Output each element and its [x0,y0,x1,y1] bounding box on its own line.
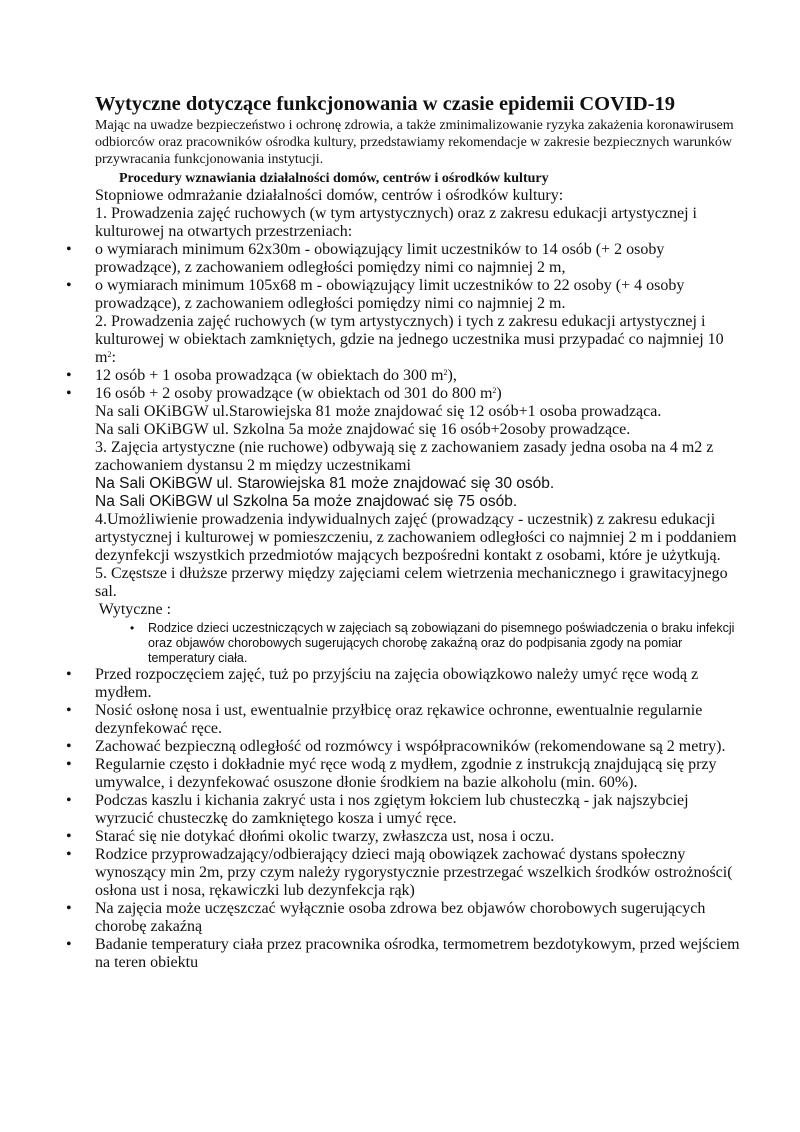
point-1: 1. Prowadzenia zajęć ruchowych (w tym artystycznych) oraz z zakresu edukacji artystycznej i kulturowej na otwartych przestrzeniach: [95,205,697,240]
bullet-icon: • [66,756,72,773]
point-1-list [66,241,740,313]
guidelines-sublist [95,621,740,666]
bullet-icon: • [66,367,72,384]
bullet-icon: • [66,900,72,917]
point-2: 2. Prowadzenia zajęć ruchowych (w tym artystycznych) i tych z zakresu edukacji artystycznej i kulturowej w obiektach zamkniętych, gdzie na jednego uczestnika musi przypadać co najmniej 10 $m^2$: [95,313,724,366]
bullet-icon: • [66,277,72,294]
room-capacity-starowiejska: Na Sali OKiBGW ul. Starowiejska 81 może znajdować się 30 osób. [95,475,555,492]
list-item: • Badanie temperatury ciała przez pracownika ośrodka, termometrem bezdotykowym, przed wejściem na teren obiektu [66,936,740,971]
point-4: 4.Umożliwienie prowadzenia indywidualnych zajęć (prowadzący - uczestnik) z zakresu edukacji artystycznej i kulturowej w pomieszczeniu, z zachowaniem odległości co najmniej 2 m i poddaniem dezynfekcji wszystkich przedmiotów mających bezpośredni kontakt z osobami, które je użytkują. [95,511,737,564]
point-3: 3. Zajęcia artystyczne (nie ruchowe) odbywają się z zachowaniem zasady jedna osoba na 4 m2 z zachowaniem dystansu 2 m między uczestnikami [95,439,714,474]
bullet-icon: • [66,846,72,863]
bullet-icon: • [66,738,72,755]
bullet-icon: • [66,828,72,845]
list-item: • Rodzice dzieci uczestniczących w zajęciach są zobowiązani do pisemnego poświadczenia o braku infekcji oraz objawów chorobowych sugerujących chorobę zakaźną oraz do podpisania zgody na pomiar temperatury ciała. [130,621,735,665]
stage-heading: Stopniowe odmrażanie działalności domów, centrów i ośrodków kultury: [95,187,564,204]
bullet-icon: • [66,666,72,683]
bullet-icon: • [66,241,72,258]
intro-paragraph: Mając na uwadze bezpieczeństwo i ochronę zdrowia, a także zminimalizowanie ryzyka zakażenia koronawirusem odbiorców oraz pracowników ośrodka kultury, przedstawiamy rekomendacje w zakresie bezpiecznych warunków przywracania funkcjonowania instytucji. [95,118,734,167]
section-subtitle: Procedury wznawiania działalności domów, centrów i ośrodków kultury [119,171,549,186]
list-item: • o wymiarach minimum 105x68 m - obowiązujący limit uczestników to 22 osoby (+ 4 osoby prowadzące), z zachowaniem odległości pomiędzy nimi co najmniej 2 m. [66,277,685,312]
room-info-szkolna: Na sali OKiBGW ul. Szkolna 5a może znajdować się 16 osób+2osoby prowadzące. [95,421,631,438]
list-item: • Zachować bezpieczną odległość od rozmówcy i współpracowników (rekomendowane są 2 metry). [66,738,726,755]
guidelines-label: Wytyczne : [95,601,172,618]
list-item: • Na zajęcia może uczęszczać wyłącznie osoba zdrowa bez objawów chorobowych sugerujących chorobę zakaźną [66,900,706,935]
list-item: • 12 osób + 1 osoba prowadząca (w obiektach do 300 $m^2$), [66,367,457,384]
bullet-icon: • [66,936,72,953]
list-item: • 16 osób + 2 osoby prowadzące (w obiektach od 301 do 800 $m^2$) [66,385,502,402]
list-item: • Podczas kaszlu i kichania zakryć usta i nos zgiętym łokciem lub chusteczką - jak najszybciej wyrzucić chusteczkę do zamkniętego kosza i umyć ręce. [66,792,689,827]
bullet-icon: • [66,702,72,719]
list-item: • o wymiarach minimum 62x30m - obowiązujący limit uczestników to 14 osób (+ 2 osoby prowadzące), z zachowaniem odległości pomiędzy nimi co najmniej 2 m, [66,241,665,276]
list-item: • Regularnie często i dokładnie myć ręce wodą z mydłem, zgodnie z instrukcją znajdującą się przy umywalce, i dezynfekować osuszone dłonie środkiem na bazie alkoholu (min. 60%). [66,756,717,791]
list-item: • Starać się nie dotykać dłońmi okolic twarzy, zwłaszcza ust, nosa i oczu. [66,828,555,845]
bullet-icon: • [66,385,72,402]
document-title: Wytyczne dotyczące funkcjonowania w czasie epidemii COVID-19 [95,93,675,115]
guidelines-list [66,666,740,972]
point-5: 5. Częstsze i dłuższe przerwy między zajęciami celem wietrzenia mechanicznego i grawitacyjnego sal. [95,565,728,600]
list-item: • Rodzice przyprowadzający/odbierający dzieci mają obowiązek zachować dystans społeczny wynoszący min 2m, przy czym należy rygorystycznie przestrzegać wszelkich środków ostrożności( osłona ust i nosa, rękawiczki lub dezynfekcja rąk) [66,846,733,899]
room-capacity-szkolna: Na Sali OKiBGW ul Szkolna 5a może znajdować się 75 osób. [95,493,518,510]
point-2-list [66,367,740,403]
bullet-icon: • [66,792,72,809]
bullet-icon: • [130,621,135,635]
list-item: • Nosić osłonę nosa i ust, ewentualnie przyłbicę oraz rękawice ochronne, ewentualnie regularnie dezynfekować ręce. [66,702,703,737]
list-item: • Przed rozpoczęciem zajęć, tuż po przyjściu na zajęcia obowiązkowo należy umyć ręce wodą z mydłem. [66,666,699,701]
room-info-starowiejska: Na sali OKiBGW ul.Starowiejska 81 może znajdować się 12 osób+1 osoba prowadząca. [95,403,662,420]
